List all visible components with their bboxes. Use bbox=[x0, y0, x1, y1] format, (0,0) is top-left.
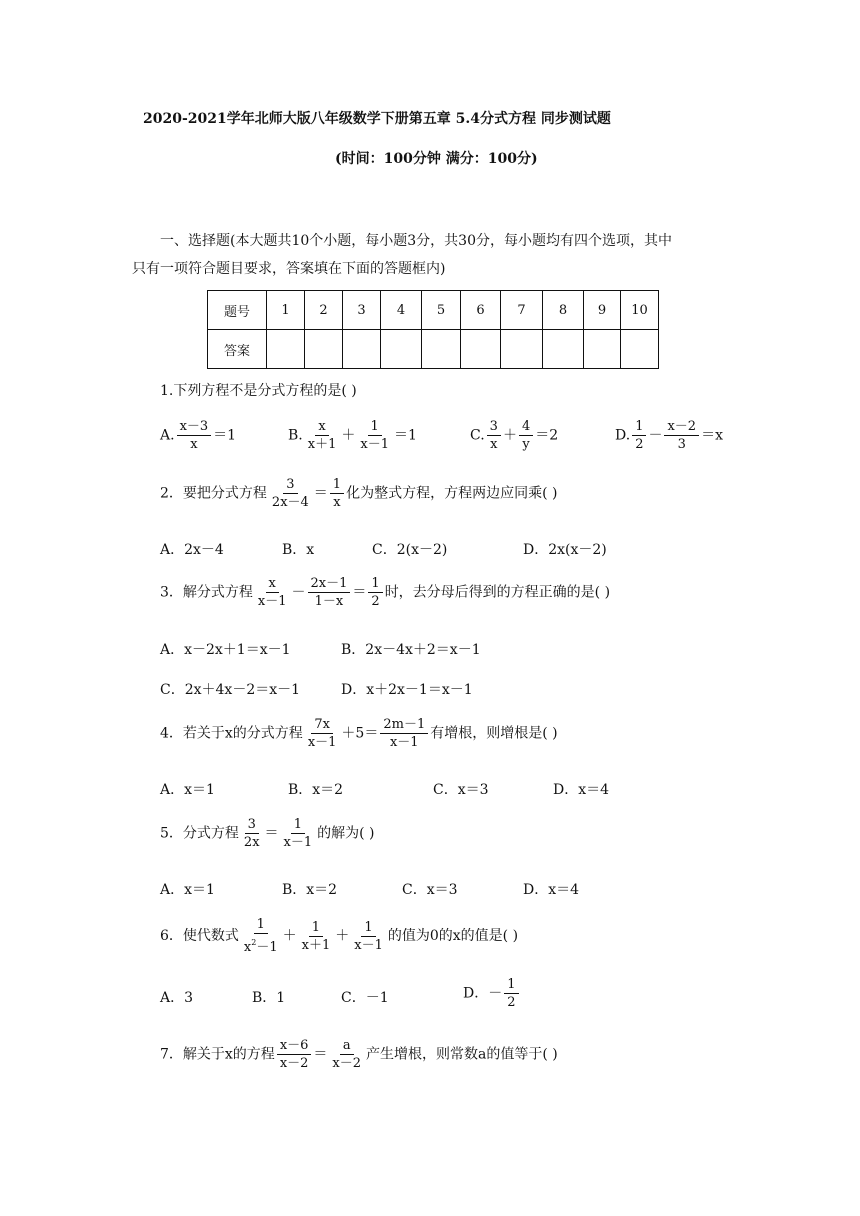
question-7-stem: 7．解关于x的方程 $\frac{x-6}{x-2}$ ＝ $\frac{a}{x-2}$ 产生增根，则常数a的值等于( ) bbox=[160, 1038, 558, 1071]
answer-cell[interactable] bbox=[584, 330, 621, 369]
answer-cell[interactable] bbox=[381, 330, 422, 369]
question-5-option-b: B．x＝2 bbox=[282, 882, 338, 898]
question-1-option-b: B. $\frac{x}{x+1}$ ＋ $\frac{1}{x-1}$ ＝1 bbox=[288, 419, 417, 452]
answer-cell[interactable] bbox=[621, 330, 659, 369]
table-number-cell: 5 bbox=[422, 291, 461, 330]
question-4-stem: 4．若关于x的分式方程 $\frac{7x}{x-1}$ ＋5＝ $\frac{2m-1}{x-1}$ 有增根，则增根是( ) bbox=[160, 717, 558, 750]
question-2-option-a: A．2x－4 bbox=[160, 542, 224, 558]
question-2-stem: 2．要把分式方程 $\frac{3}{2x-4}$ ＝ $\frac{1}{x}$ 化为整式方程，方程两边应同乘( ) bbox=[160, 477, 558, 510]
answer-cell[interactable] bbox=[343, 330, 381, 369]
question-1-option-c: C. $\frac{3}{x}$ ＋ $\frac{4}{y}$ ＝2 bbox=[470, 419, 559, 452]
answer-table bbox=[207, 290, 659, 369]
section-heading-line1: 一、选择题(本大题共10个小题，每小题3分，共30分，每小题均有四个选项，其中 bbox=[160, 233, 672, 249]
table-number-cell: 3 bbox=[343, 291, 381, 330]
question-6-option-a: A．3 bbox=[160, 990, 194, 1006]
table-number-cell: 4 bbox=[381, 291, 422, 330]
question-5-stem: 5．分式方程 $\frac{3}{2x}$ ＝ $\frac{1}{x-1}$ 的解为( ) bbox=[160, 817, 375, 850]
question-2-option-c: C．2(x－2) bbox=[372, 542, 448, 558]
question-1-option-a: A. $\frac{x-3}{x}$ ＝1 bbox=[160, 419, 237, 452]
page-subtitle: (时间：100分钟 满分：100分) bbox=[335, 151, 538, 167]
question-6-option-c: C．－1 bbox=[341, 990, 389, 1006]
question-4-option-a: A．x＝1 bbox=[160, 782, 215, 798]
table-number-cell: 9 bbox=[584, 291, 621, 330]
question-1-stem: 1.下列方程不是分式方程的是( ) bbox=[160, 383, 357, 399]
question-4-option-d: D．x＝4 bbox=[553, 782, 610, 798]
question-3-stem: 3．解分式方程 $\frac{x}{x-1}$ － $\frac{2x-1}{1-x}$ ＝ $\frac{1}{2}$ 时，去分母后得到的方程正确的是( ) bbox=[160, 576, 611, 609]
table-row-numbers bbox=[208, 291, 659, 330]
question-4-option-c: C．x＝3 bbox=[433, 782, 489, 798]
question-6-option-b: B．1 bbox=[252, 990, 286, 1006]
table-number-cell: 1 bbox=[267, 291, 305, 330]
page-title: 2020-2021学年北师大版八年级数学下册第五章 5.4分式方程 同步测试题 bbox=[143, 111, 611, 127]
table-number-cell: 2 bbox=[305, 291, 343, 330]
section-heading-line2: 只有一项符合题目要求，答案填在下面的答题框内) bbox=[132, 261, 446, 277]
table-number-cell: 6 bbox=[461, 291, 501, 330]
question-1-option-d: D. $\frac{1}{2}$ － $\frac{x-2}{3}$ ＝x bbox=[615, 419, 723, 452]
question-6-stem: 6．使代数式 $\frac{1}{x^2-1}$ ＋ $\frac{1}{x+1}$ ＋ $\frac{1}{x-1}$ 的值为0的x的值是( ) bbox=[160, 917, 519, 955]
question-5-option-c: C．x＝3 bbox=[402, 882, 458, 898]
table-header-cell: 题号 bbox=[208, 291, 267, 330]
question-3-option-a: A．x－2x＋1＝x－1 bbox=[160, 642, 291, 658]
table-header-cell: 答案 bbox=[208, 330, 267, 369]
answer-cell[interactable] bbox=[267, 330, 305, 369]
answer-cell[interactable] bbox=[501, 330, 543, 369]
answer-cell[interactable] bbox=[422, 330, 461, 369]
table-row-answers bbox=[208, 330, 659, 369]
table-number-cell: 7 bbox=[501, 291, 543, 330]
question-3-option-d: D．x＋2x－1＝x－1 bbox=[341, 682, 473, 698]
question-3-option-c: C．2x＋4x－2＝x－1 bbox=[160, 682, 301, 698]
question-6-option-d: D．－ $\frac{1}{2}$ bbox=[463, 976, 521, 1011]
question-4-option-b: B．x＝2 bbox=[288, 782, 344, 798]
answer-cell[interactable] bbox=[543, 330, 584, 369]
table-number-cell: 10 bbox=[621, 291, 659, 330]
question-2-option-b: B．x bbox=[282, 542, 315, 558]
question-2-option-d: D．2x(x－2) bbox=[523, 542, 607, 558]
question-5-option-a: A．x＝1 bbox=[160, 882, 215, 898]
table-number-cell: 8 bbox=[543, 291, 584, 330]
answer-cell[interactable] bbox=[305, 330, 343, 369]
question-3-option-b: B．2x－4x＋2＝x－1 bbox=[341, 642, 481, 658]
question-5-option-d: D．x＝4 bbox=[523, 882, 580, 898]
answer-cell[interactable] bbox=[461, 330, 501, 369]
